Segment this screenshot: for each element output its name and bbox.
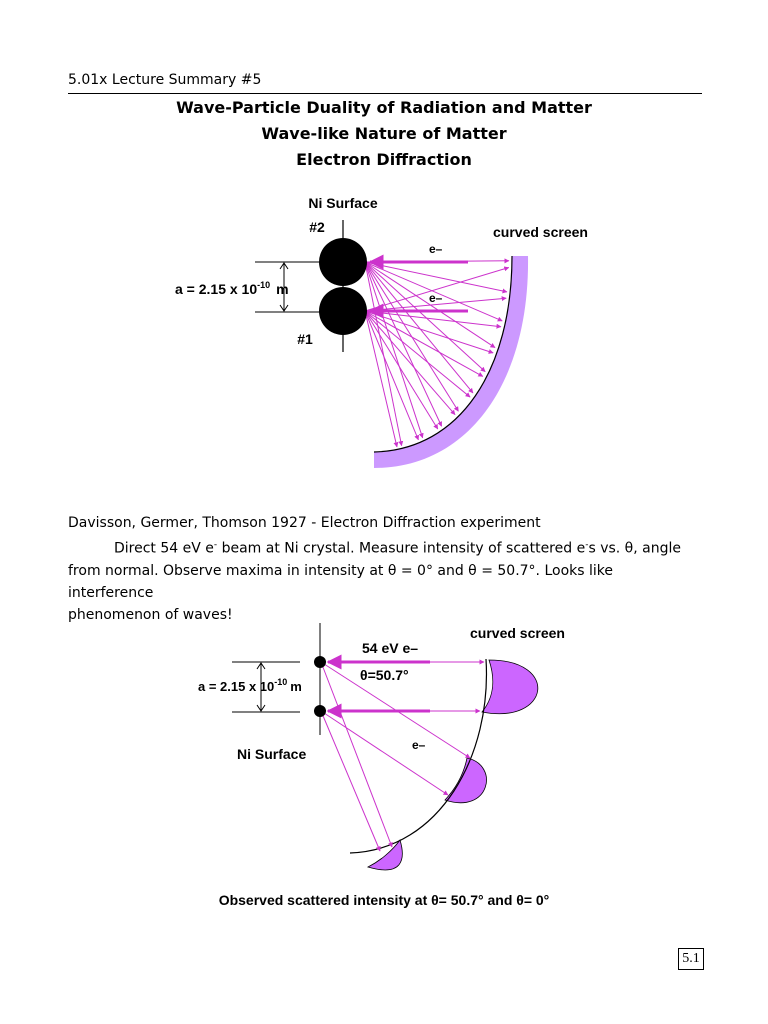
title-line-1: Wave-Particle Duality of Radiation and Matter xyxy=(176,98,592,117)
scattered-ray xyxy=(365,311,438,429)
ni-atom-top-2 xyxy=(314,656,326,668)
screen-label: curved screen xyxy=(493,224,588,240)
ni-atom-1 xyxy=(319,287,367,335)
screen-label-2: curved screen xyxy=(470,625,565,641)
spacing-label: a = 2.15 x $10^{-10}$ m xyxy=(175,280,289,297)
paragraph-line-1: Davisson, Germer, Thomson 1927 - Electron Diffraction experiment xyxy=(68,515,541,531)
title-line-3: Electron Diffraction xyxy=(296,150,472,169)
course-header: 5.01x Lecture Summary #5 xyxy=(68,72,262,88)
paragraph-line-4: phenomenon of waves! xyxy=(68,606,233,623)
ni-atom-bottom-2 xyxy=(314,705,326,717)
scattered-ray-bottom-50-7 xyxy=(321,711,448,795)
intensity-lobe-50-7 xyxy=(445,758,486,803)
electron-label-bottom: e– xyxy=(429,291,443,305)
paragraph-line-2: Direct 54 eV e- beam at Ni crystal. Measure intensity of scattered e-s vs. θ, angle xyxy=(114,540,681,557)
scattered-rays-1 xyxy=(365,261,509,447)
curved-screen xyxy=(374,256,528,468)
scattered-ray-bottom-low xyxy=(321,711,380,851)
scattered-ray xyxy=(365,311,470,397)
electron-label-2: e– xyxy=(412,738,426,752)
paragraph-line-3: from normal. Observe maxima in intensity at θ = 0° and θ = 50.7°. Looks like interference xyxy=(68,562,613,601)
electron-label-top: e– xyxy=(429,242,443,256)
beam-energy-label: 54 eV e– xyxy=(362,640,419,656)
spacing-label-2: a = 2.15 x $10^{-10}$ m xyxy=(198,677,302,694)
theta-label: θ=50.7° xyxy=(360,667,409,683)
experiment-paragraph xyxy=(68,512,702,626)
atom-1-label: #1 xyxy=(297,331,313,347)
intensity-lobe-0 xyxy=(482,660,538,714)
ni-surface-label-2: Ni Surface xyxy=(237,746,307,762)
scattered-ray xyxy=(365,311,397,447)
figure-caption: Observed scattered intensity at θ= 50.7° and θ= 0° xyxy=(218,892,550,908)
ni-surface-label: Ni Surface xyxy=(308,195,378,211)
intensity-lobe-low xyxy=(368,840,402,870)
ni-atom-2 xyxy=(319,238,367,286)
scattered-ray xyxy=(365,262,402,446)
diffraction-figure-1 xyxy=(0,180,768,480)
header-rule xyxy=(68,93,702,94)
diffraction-figure-2 xyxy=(0,615,768,885)
page-number: 5.1 xyxy=(678,948,704,970)
atom-2-label: #2 xyxy=(309,219,325,235)
scattered-ray-top-low xyxy=(321,662,392,847)
title-line-2: Wave-like Nature of Matter xyxy=(261,124,507,143)
scattered-ray xyxy=(365,311,418,440)
